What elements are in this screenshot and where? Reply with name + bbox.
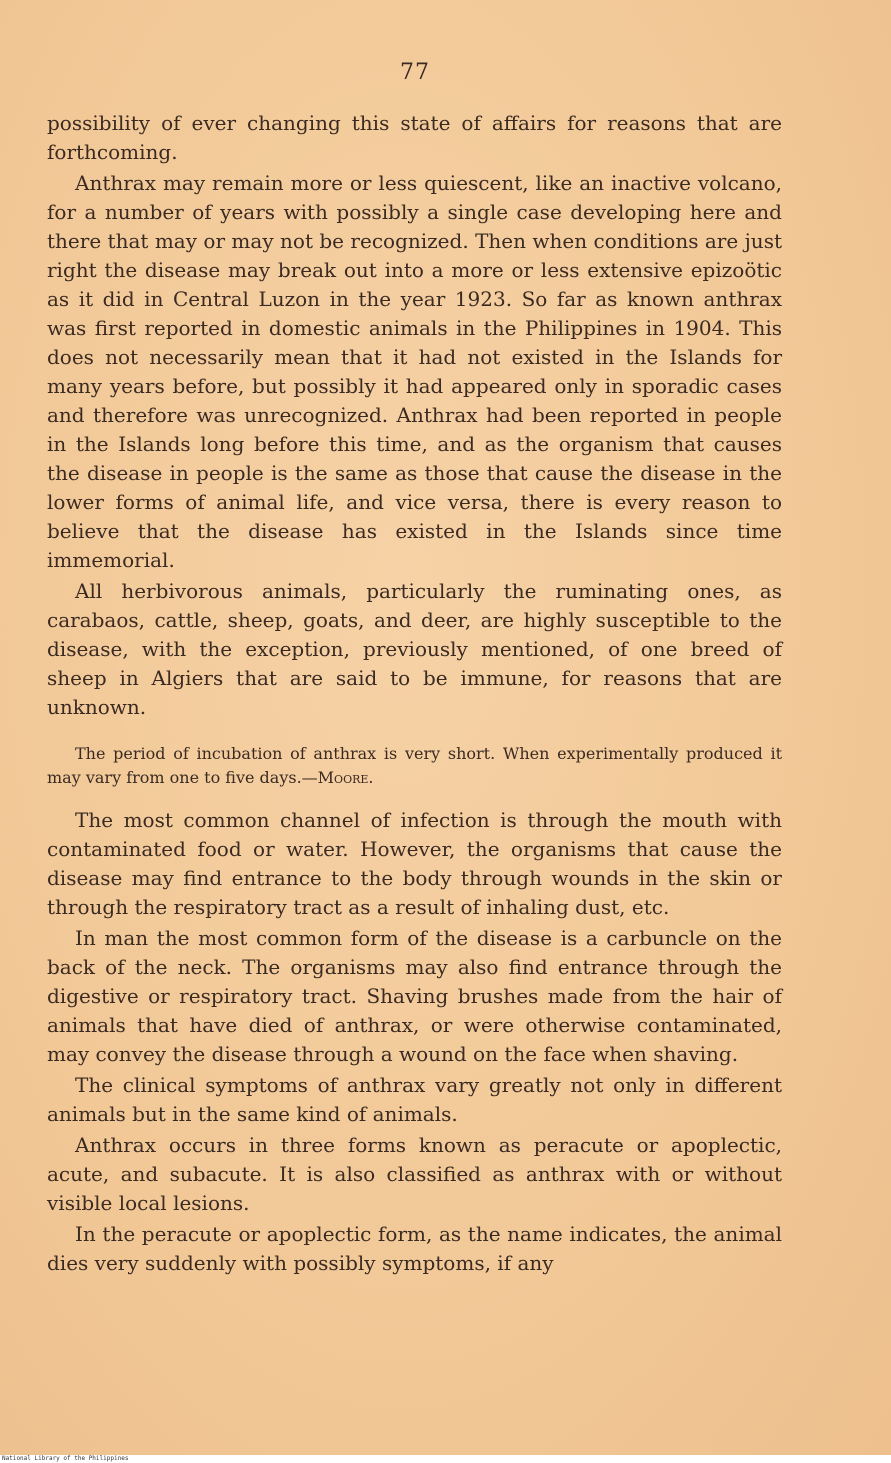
quotation-incubation bbox=[47, 742, 782, 790]
paragraph-clinical-symptoms: The clinical symptoms of anthrax vary greatly not only in different animals but in the same kind of animals. bbox=[47, 1073, 782, 1126]
paragraph-continuation: possibility of ever changing this state of affairs for reasons that are forthcoming. bbox=[47, 111, 782, 164]
paragraph-quiescent-volcano: Anthrax may remain more or less quiescent, like an inactive volcano, for a number of years with possibly a single case developing here and there that may or may not be recognized. Then when conditions are just right the disease may break out into a more or less extensive epizoötic as it did in Central Luzon in the year 1923. So far as known anthrax was first reported in domestic animals in the Philippines in 1904. This does not necessarily mean that it had not existed in the Islands for many years before, but possibly it had appeared only in sporadic cases and therefore was unrecognized. Anthrax had been reported in people in the Islands long before this time, and as the organism that causes the disease in people is the same as those that cause the disease in the lower forms of animal life, and vice versa, there is every reason to believe that the disease has existed in the Islands since time immemorial. bbox=[47, 171, 782, 572]
paragraph-three-forms: Anthrax occurs in three forms known as peracute or apoplectic, acute, and subacute. It is also classified as anthrax with or without visible local lesions. bbox=[47, 1133, 782, 1215]
paragraph-form-in-man: In man the most common form of the disease is a carbuncle on the back of the neck. The organisms may also find entrance through the digestive or respiratory tract. Shaving brushes made from the hair of animals that have died of anthrax, or were otherwise contaminated, may convey the disease through a wound on the face when shaving. bbox=[47, 926, 782, 1066]
quotation-attribution: Moore. bbox=[317, 768, 374, 787]
paragraph-herbivorous-animals: All herbivorous animals, particularly the ruminating ones, as carabaos, cattle, sheep, goats, and deer, are highly susceptible to the disease, with the exception, previously mentioned, of one breed of sheep in Algiers that are said to be immune, for reasons that are unknown. bbox=[47, 579, 782, 719]
quotation-text: The period of incubation of anthrax is very short. When experimentally produced it may vary from one to five days.— bbox=[47, 744, 782, 787]
page-body bbox=[47, 109, 782, 1278]
library-footer bbox=[0, 1455, 891, 1463]
paragraph-peracute-form: In the peracute or apoplectic form, as the name indicates, the animal dies very suddenly with possibly symptoms, if any bbox=[47, 1222, 782, 1275]
paragraph-channel-of-infection: The most common channel of infection is through the mouth with contaminated food or water. However, the organisms that cause the disease may find entrance to the body through wounds in the skin or through the respiratory tract as a result of inhaling dust, etc. bbox=[47, 808, 782, 919]
page-number: 77 bbox=[400, 60, 430, 85]
footer-text: National Library of the Philippines bbox=[2, 1455, 129, 1462]
